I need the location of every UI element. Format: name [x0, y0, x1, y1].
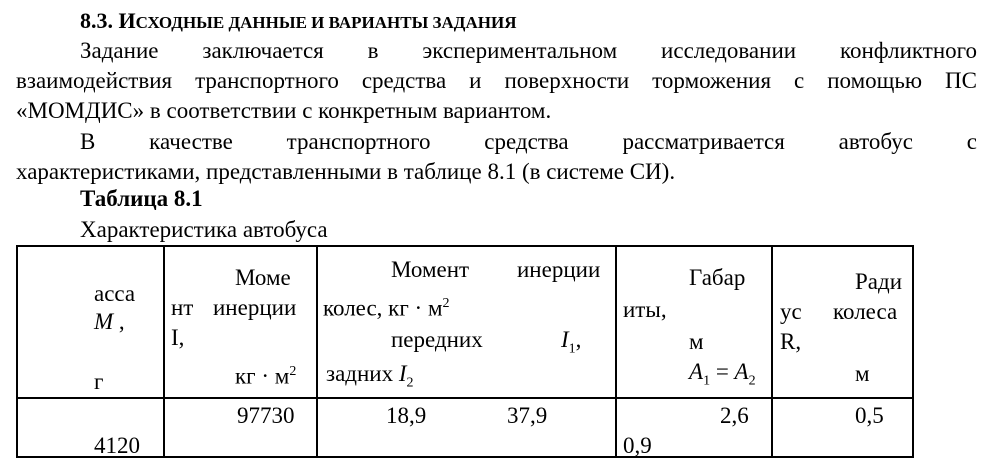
- header-dimensions: Габар иты, м $A_1 = A_2$: [616, 246, 772, 398]
- cell-radius: 0,5: [772, 398, 913, 457]
- cell-mass: 4120: [17, 398, 164, 457]
- paragraph-line: Задание заключается в экспериментальном исследовании конфликтного: [80, 38, 977, 63]
- paragraph-line: характеристиками, представленными в таблице 8.1 (в системе СИ).: [16, 159, 676, 184]
- header-mass: асса M , г: [17, 246, 164, 398]
- header-wheel-inertia: Момент инерции колес, кг · $м^2$ передних $I_1$, задних $I_2$: [317, 246, 616, 398]
- header-wheel-radius: Ради ус колеса R, м: [772, 246, 913, 398]
- table-header-row: [17, 246, 913, 398]
- paragraph-line: взаимодействия транспортного средства и поверхности торможения с помощью ПС: [16, 68, 977, 93]
- table-subtitle: Характеристика автобуса: [80, 217, 328, 242]
- cell-inertia: 97730: [164, 398, 317, 457]
- paragraph-line: «МОМДИС» в соответствии с конкретным вариантом.: [16, 98, 552, 123]
- cell-wheel-inertia: 18,9 37,9: [317, 398, 616, 457]
- table-row: [17, 398, 913, 457]
- cell-dimensions: 2,6 0,9: [616, 398, 772, 457]
- bus-characteristics-table: [16, 245, 914, 458]
- section-heading: 8.3. ИСХОДНЫЕ ДАННЫЕ И ВАРИАНТЫ ЗАДАНИЯ: [80, 8, 517, 33]
- paragraph-line: В качестве транспортного средства рассматривается автобус с: [80, 129, 977, 154]
- table-title: Таблица 8.1: [80, 186, 203, 211]
- header-inertia: Моме нт инерции I, кг · $м^2$: [164, 246, 317, 398]
